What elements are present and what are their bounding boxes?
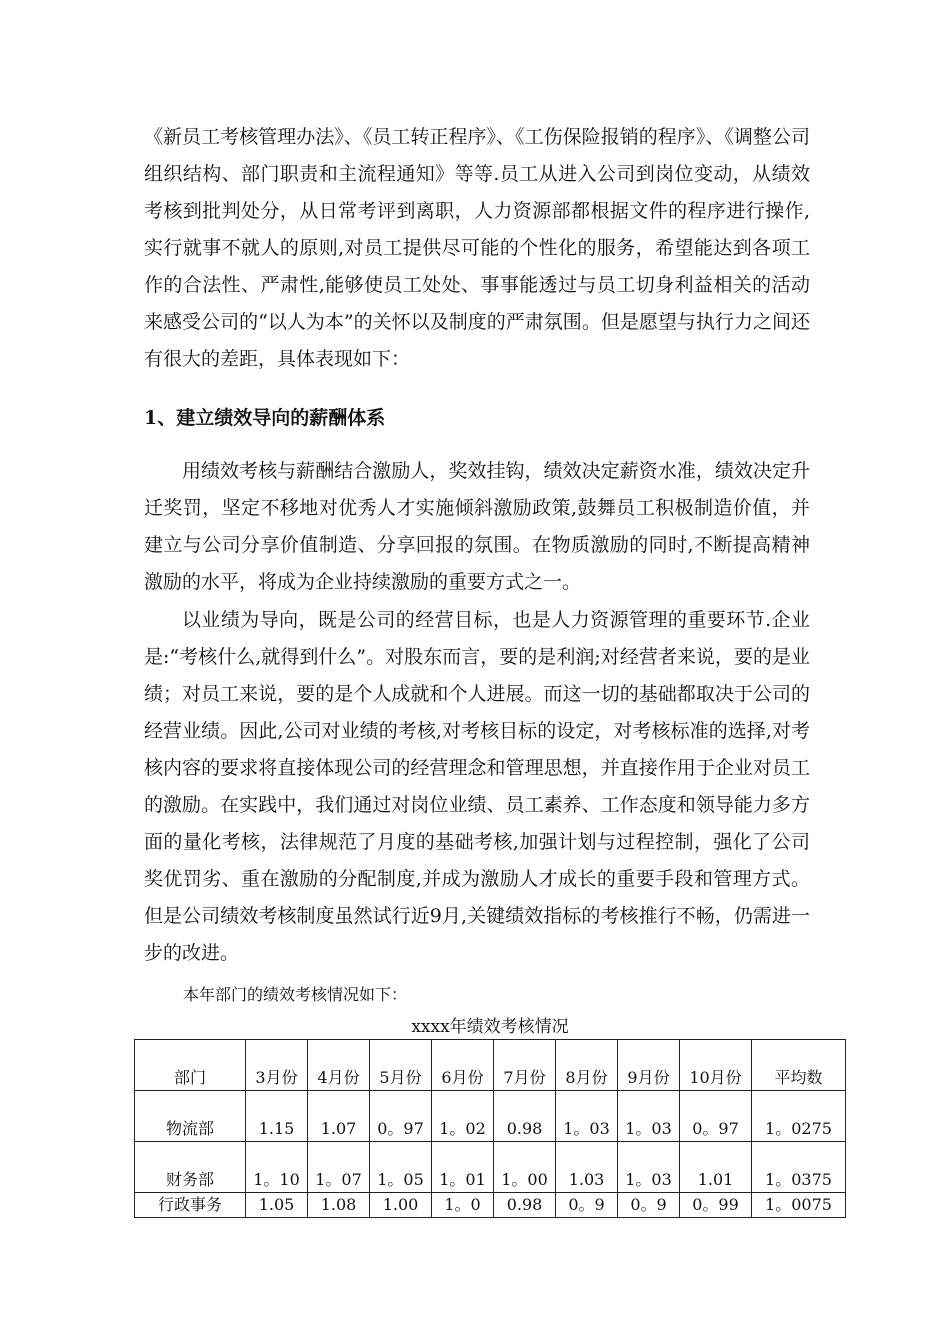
value-cell: 1。02: [432, 1091, 494, 1142]
value-cell: 1.03: [556, 1142, 618, 1193]
value-cell: 0。99: [680, 1193, 752, 1218]
dept-cell: 行政事务: [135, 1193, 246, 1218]
performance-table: [134, 1039, 846, 1218]
section-heading: 1、建立绩效导向的薪酬体系: [144, 407, 386, 429]
header-cell: 8月份: [556, 1040, 618, 1091]
paragraph-performance-pay: 用绩效考核与薪酬结合激励人，奖效挂钩，绩效决定薪资水准，绩效决定升迁奖罚，坚定不移地对优秀人才实施倾斜激励政策,鼓舞员工积极制造价值，并建立与公司分享价值制造、分享回报的氛围。在物质激励的同时,不断提高精神激励的水平，将成为企业持续激励的重要方式之一。: [144, 460, 810, 593]
average-cell: 1。0275: [752, 1091, 846, 1142]
header-cell: 9月份: [618, 1040, 680, 1091]
average-cell: 1。0075: [752, 1193, 846, 1218]
value-cell: 0。97: [370, 1091, 432, 1142]
header-cell: 7月份: [494, 1040, 556, 1091]
table-row: [135, 1091, 846, 1142]
header-cell: 10月份: [680, 1040, 752, 1091]
value-cell: 1。05: [370, 1142, 432, 1193]
average-cell: 1。0375: [752, 1142, 846, 1193]
value-cell: 0.98: [494, 1193, 556, 1218]
header-cell: 平均数: [752, 1040, 846, 1091]
value-cell: 1。03: [556, 1091, 618, 1142]
paragraph-hr-procedures: 《新员工考核管理办法》、《员工转正程序》、《工伤保险报销的程序》、《调整公司组织结构、部门职责和主流程通知》等等.员工从进入公司到岗位变动，从绩效考核到批判处分，从日常考评到离职，人力资源部都根据文件的程序进行操作,实行就事不就人的原则,对员工提供尽可能的个性化的服务，希望能达到各项工作的合法性、严肃性,能够使员工处处、事事能透过与员工切身利益相关的活动来感受公司的“以人为本”的关怀以及制度的严肃氛围。但是愿望与执行力之间还有很大的差距，具体表现如下：: [144, 126, 810, 370]
value-cell: 1.15: [246, 1091, 308, 1142]
header-cell: 6月份: [432, 1040, 494, 1091]
header-cell: 部门: [135, 1040, 246, 1091]
value-cell: 1.08: [308, 1193, 370, 1218]
table-row: [135, 1193, 846, 1218]
value-cell: 0。9: [556, 1193, 618, 1218]
dept-cell: 物流部: [135, 1091, 246, 1142]
value-cell: 0.98: [494, 1091, 556, 1142]
table-row: [135, 1142, 846, 1193]
value-cell: 1。03: [618, 1142, 680, 1193]
paragraph-performance-orientation: 以业绩为导向，既是公司的经营目标，也是人力资源管理的重要环节.企业是:“考核什么,就得到什么”。对股东而言，要的是利润;对经营者来说，要的是业绩；对员工来说，要的是个人成就和个人进展。而这一切的基础都取决于公司的经营业绩。因此,公司对业绩的考核,对考核目标的设定，对考核标准的选择,对考核内容的要求将直接体现公司的经营理念和管理思想，并直接作用于企业对员工的激励。在实践中，我们通过对岗位业绩、员工素养、工作态度和领导能力多方面的量化考核，法律规范了月度的基础考核,加强计划与过程控制，强化了公司奖优罚劣、重在激励的分配制度,并成为激励人才成长的重要手段和管理方式。但是公司绩效考核制度虽然试行近9月,关键绩效指标的考核推行不畅，仍需进一步的改进。: [144, 609, 810, 964]
header-cell: 3月份: [246, 1040, 308, 1091]
value-cell: 1.01: [680, 1142, 752, 1193]
dept-cell: 财务部: [135, 1142, 246, 1193]
table-header-row: [135, 1040, 846, 1091]
value-cell: 0。97: [680, 1091, 752, 1142]
value-cell: 1。0: [432, 1193, 494, 1218]
value-cell: 1。03: [618, 1091, 680, 1142]
value-cell: 1.00: [370, 1193, 432, 1218]
value-cell: 1。10: [246, 1142, 308, 1193]
header-cell: 4月份: [308, 1040, 370, 1091]
value-cell: 1.05: [246, 1193, 308, 1218]
table-intro: 本年部门的绩效考核情况如下：: [183, 985, 408, 1004]
value-cell: 1.07: [308, 1091, 370, 1142]
table-caption: xxxx年绩效考核情况: [411, 1017, 569, 1037]
value-cell: 1。00: [494, 1142, 556, 1193]
value-cell: 1。07: [308, 1142, 370, 1193]
header-cell: 5月份: [370, 1040, 432, 1091]
value-cell: 1。01: [432, 1142, 494, 1193]
value-cell: 0。9: [618, 1193, 680, 1218]
